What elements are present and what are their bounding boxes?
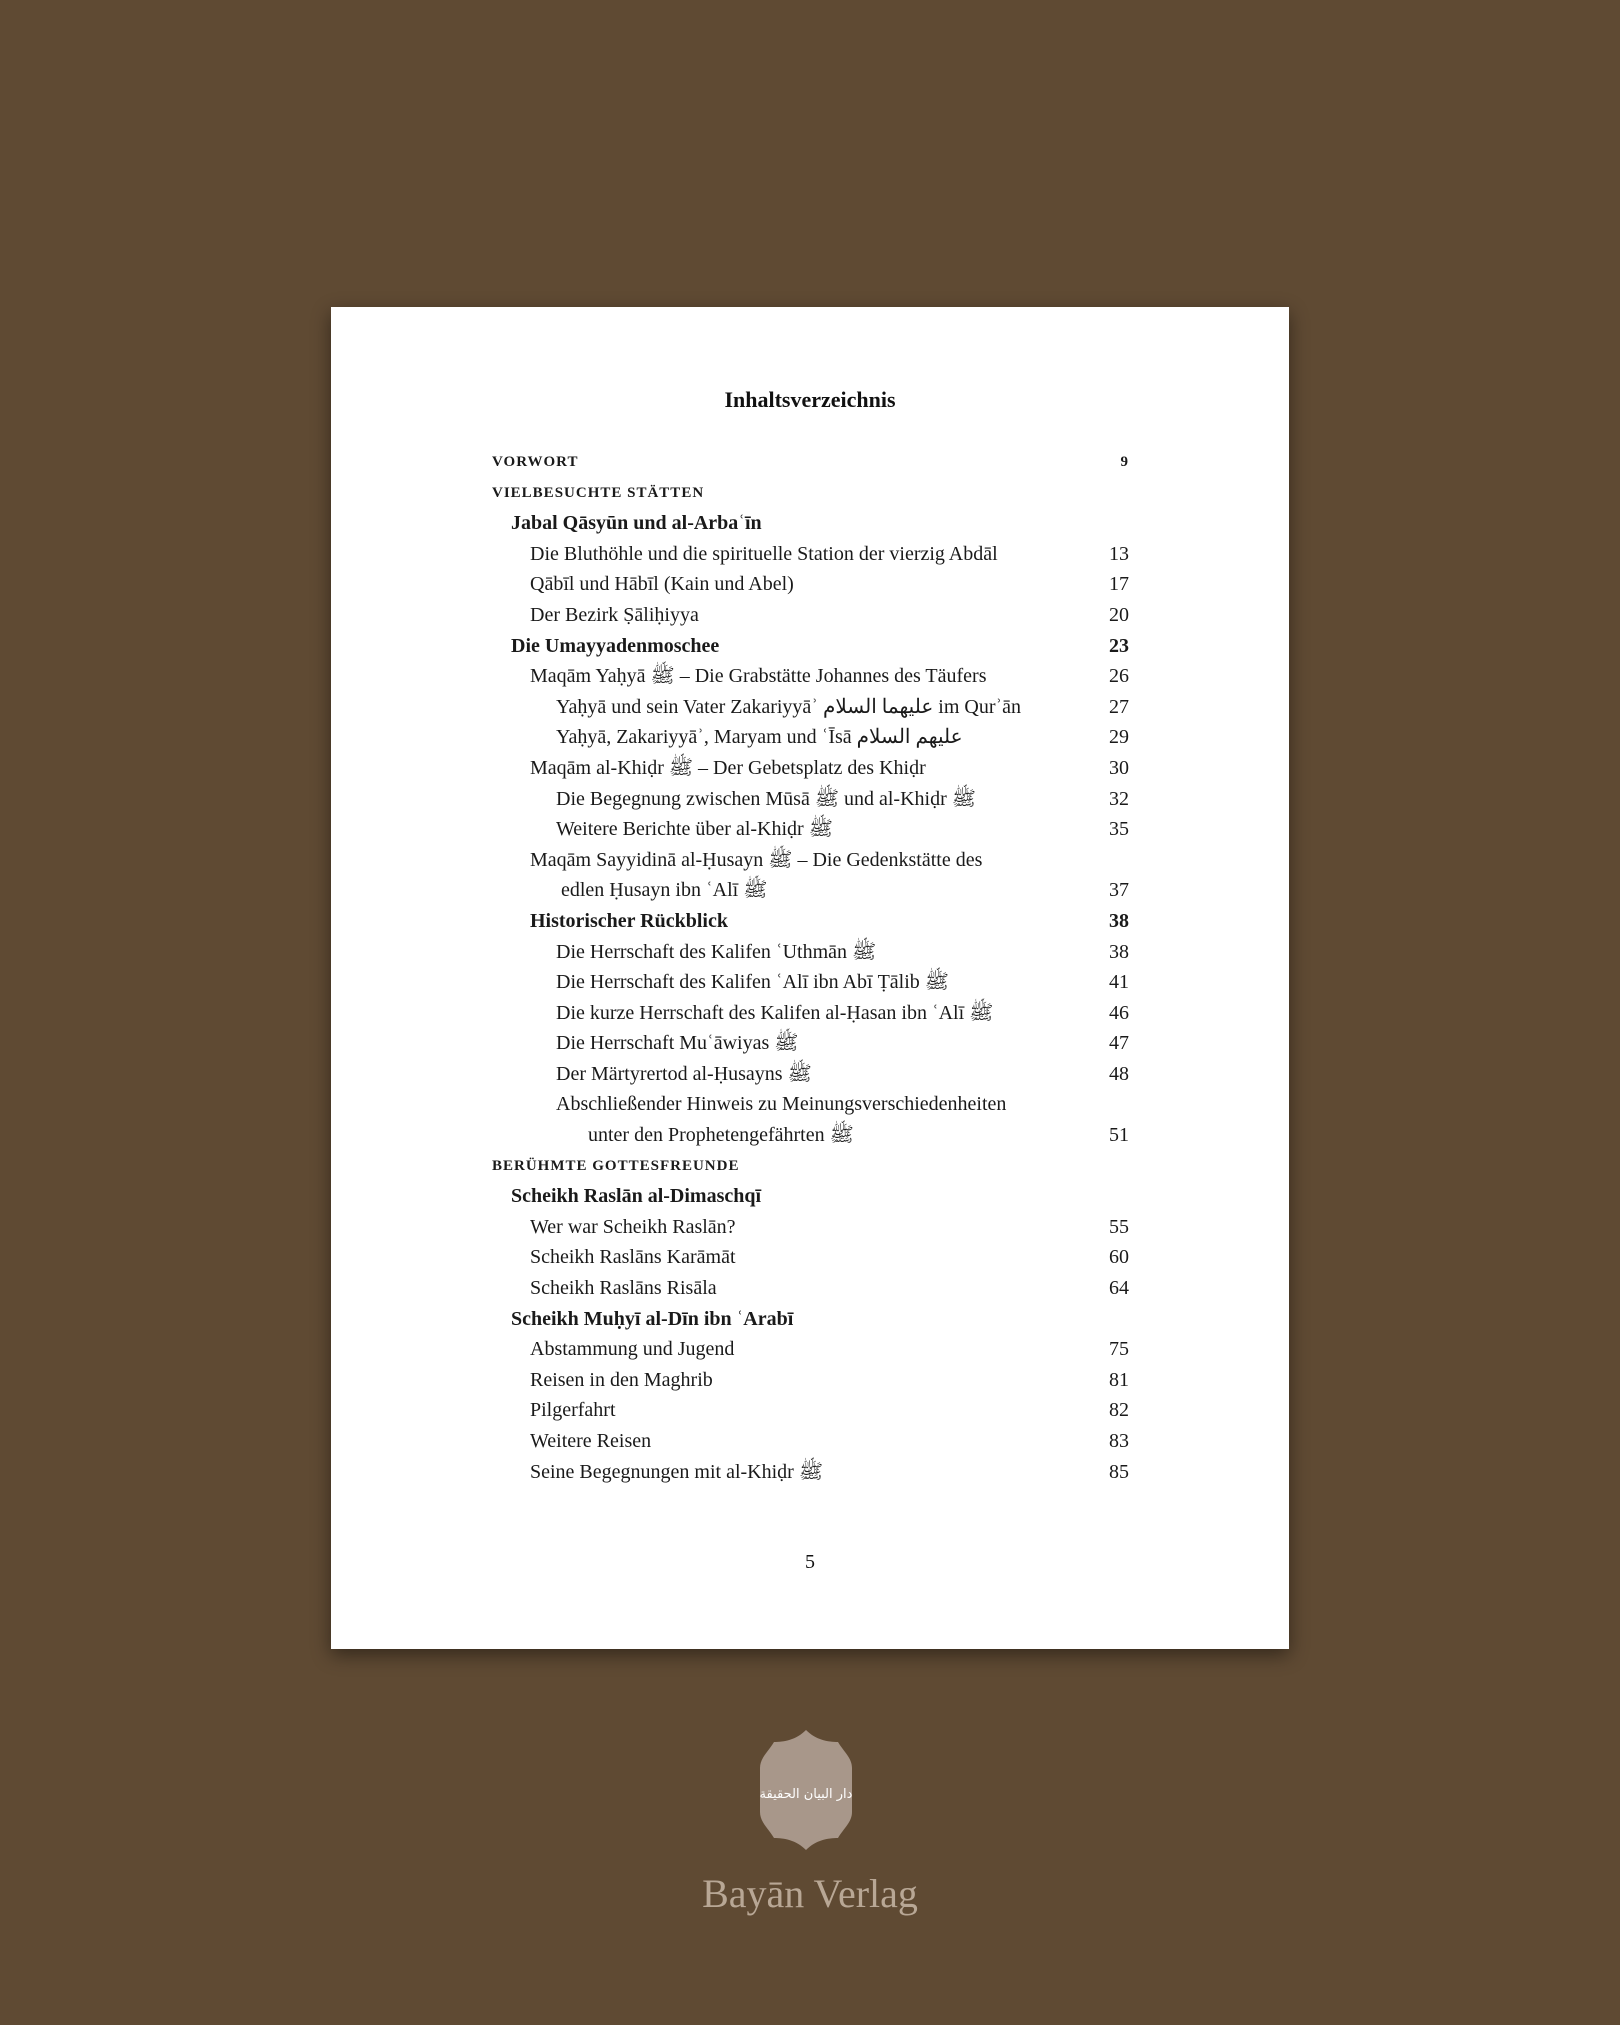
toc-entry [492, 722, 1129, 753]
toc-entry [492, 569, 1129, 600]
toc-entry-title: Wer war Scheikh Raslān? [530, 1215, 736, 1238]
toc-entry-title: Scheikh Raslān al-Dimaschqī [511, 1185, 762, 1208]
toc-entry [492, 753, 1129, 784]
toc-entry-page: 48 [1109, 1062, 1129, 1085]
toc-entry-title: Die Bluthöhle und die spirituelle Station der vierzig Abdāl [530, 542, 998, 565]
toc-entry-page: 60 [1109, 1246, 1129, 1269]
toc-entry-title: Yaḥyā, Zakariyyāʾ, Maryam und ʿĪsā عليهم السلام [556, 726, 963, 749]
toc-entry [492, 600, 1129, 631]
toc-entry [492, 447, 1129, 478]
toc-entry-title: Die Herrschaft des Kalifen ʿAlī ibn Abī Ṭālib ﷺ [556, 971, 949, 994]
toc-entry-title: Reisen in den Maghrib [530, 1368, 713, 1391]
toc-entry [492, 1151, 1129, 1182]
toc-entry [492, 967, 1129, 998]
toc-entry-page: 85 [1109, 1460, 1129, 1483]
toc-entry-title: Maqām al-Khiḍr ﷺ – Der Gebetsplatz des Khiḍr [530, 756, 926, 779]
toc-entry-title: Die Herrschaft des Kalifen ʿUthmān ﷺ [556, 940, 877, 963]
toc-entry-page: 64 [1109, 1277, 1129, 1300]
toc-entry-title: Der Bezirk Ṣāliḥiyya [530, 603, 699, 626]
toc-entry [492, 1120, 1129, 1151]
toc-entry-title: Abschließender Hinweis zu Meinungsverschiedenheiten [556, 1093, 1007, 1116]
toc-entry [492, 508, 1129, 539]
toc-entry-page: 27 [1109, 695, 1129, 718]
toc-entry [492, 1059, 1129, 1090]
toc-entry-page: 81 [1109, 1368, 1129, 1391]
document-page [331, 307, 1289, 1649]
toc-entry-page: 47 [1109, 1032, 1129, 1055]
toc-entry-title: Scheikh Raslāns Risāla [530, 1277, 717, 1300]
toc-entry-page: 30 [1109, 756, 1129, 779]
toc-entry [492, 845, 1129, 876]
toc-entry-page: 55 [1109, 1215, 1129, 1238]
toc-entry [492, 1242, 1129, 1273]
toc-entry-title: Seine Begegnungen mit al-Khiḍr ﷺ [530, 1460, 823, 1483]
toc-entry [492, 1334, 1129, 1365]
toc-entry-title: VIELBESUCHTE STÄTTEN [492, 484, 705, 501]
publisher-name: Bayān Verlag [702, 1871, 918, 1916]
toc-entry-title: unter den Prophetengefährten ﷺ [588, 1124, 854, 1147]
toc-entry [492, 539, 1129, 570]
toc-entry-page: 17 [1109, 573, 1129, 596]
toc-entry-page: 82 [1109, 1399, 1129, 1422]
toc-entry [492, 998, 1129, 1029]
toc-entry-page: 20 [1109, 603, 1129, 626]
toc-entry [492, 937, 1129, 968]
toc-entry-title: VORWORT [492, 454, 579, 470]
page-number: 5 [805, 1551, 815, 1573]
toc-entry-title: Weitere Berichte über al-Khiḍr ﷺ [556, 818, 833, 841]
toc-entry [492, 661, 1129, 692]
toc-entry-title: Qābīl und Hābīl (Kain und Abel) [530, 573, 794, 596]
toc-entry-page: 75 [1109, 1338, 1129, 1361]
toc-entry-title: Jabal Qāsyūn und al-Arbaʿīn [511, 512, 762, 535]
toc-entry-title: Yaḥyā und sein Vater Zakariyyāʾ عليهما السلام im Qurʾān [556, 695, 1022, 718]
toc-entry-page: 41 [1109, 971, 1129, 994]
toc-entry-page: 38 [1109, 909, 1129, 932]
toc-entry [492, 1457, 1129, 1488]
toc-entry [492, 631, 1129, 662]
toc-entry [492, 1212, 1129, 1243]
toc-entry [492, 478, 1129, 509]
toc-entry [492, 1304, 1129, 1335]
toc-entry [492, 1395, 1129, 1426]
toc-entry-title: Die Begegnung zwischen Mūsā ﷺ und al-Khiḍr ﷺ [556, 787, 976, 810]
toc-entry-page: 32 [1109, 787, 1129, 810]
toc-entry-title: Scheikh Muḥyī al-Dīn ibn ʿArabī [511, 1307, 794, 1330]
toc-entry [492, 784, 1129, 815]
toc-entry-page: 38 [1109, 940, 1129, 963]
toc-entry [492, 875, 1129, 906]
toc-entry-page: 26 [1109, 665, 1129, 688]
toc-entry-title: BERÜHMTE GOTTESFREUNDE [492, 1157, 740, 1174]
toc-entry [492, 814, 1129, 845]
calligraphy-emblem-icon [758, 1728, 854, 1852]
toc-entry-title: Maqām Yaḥyā ﷺ – Die Grabstätte Johannes des Täufers [530, 665, 987, 688]
toc-entry-page: 23 [1109, 634, 1129, 657]
logo-text: دار البيان الحقيقة [759, 1787, 853, 1802]
toc-entry [492, 1273, 1129, 1304]
toc-entry-page: 46 [1109, 1001, 1129, 1024]
toc-entry [492, 1181, 1129, 1212]
toc-entry-title: Die Umayyadenmoschee [511, 634, 720, 657]
toc-entry-title: Die Herrschaft Muʿāwiyas ﷺ [556, 1032, 799, 1055]
toc-entry-page: 35 [1109, 818, 1129, 841]
toc-entry-title: Weitere Reisen [530, 1430, 652, 1452]
page-title: Inhaltsverzeichnis [724, 387, 896, 412]
toc-entry [492, 1028, 1129, 1059]
toc-entry-page: 37 [1109, 879, 1129, 902]
toc-entry-page: 51 [1109, 1124, 1129, 1147]
toc-entry-title: Abstammung und Jugend [530, 1338, 735, 1361]
toc-entry [492, 1426, 1129, 1457]
toc-entry-title: edlen Ḥusayn ibn ʿAlī ﷺ [561, 879, 768, 902]
toc-entry-title: Der Märtyrertod al-Ḥusayns ﷺ [556, 1062, 812, 1085]
toc-entry [492, 1089, 1129, 1120]
toc-entry-title: Historischer Rückblick [530, 909, 728, 932]
table-of-contents [492, 447, 1129, 1487]
toc-entry-title: Die kurze Herrschaft des Kalifen al-Ḥasan ibn ʿAlī ﷺ [556, 1001, 994, 1024]
toc-entry-page: 13 [1109, 542, 1129, 565]
toc-entry-page: 29 [1109, 726, 1129, 749]
toc-entry-page: 83 [1109, 1430, 1129, 1452]
toc-entry [492, 692, 1129, 723]
toc-entry [492, 906, 1129, 937]
toc-entry [492, 1365, 1129, 1396]
toc-entry-title: Maqām Sayyidinā al-Ḥusayn ﷺ – Die Gedenkstätte des [530, 848, 983, 871]
toc-entry-title: Pilgerfahrt [530, 1399, 616, 1422]
toc-entry-title: Scheikh Raslāns Karāmāt [530, 1246, 736, 1269]
toc-entry-page: 9 [1120, 454, 1129, 470]
